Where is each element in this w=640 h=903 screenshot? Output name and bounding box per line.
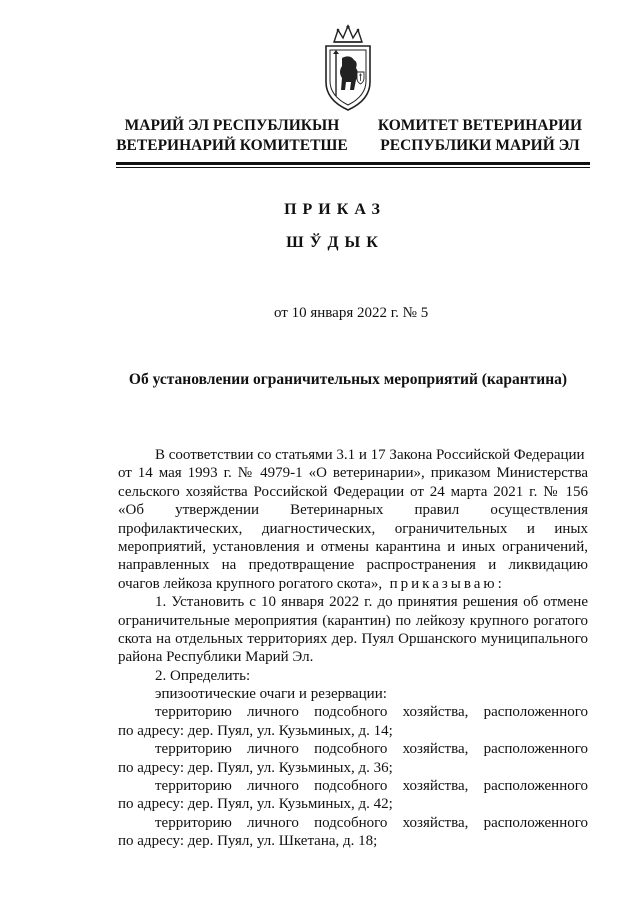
list-item-line: территорию личного подсобного хозяйства, расположенного xyxy=(155,814,588,831)
list-item-line: территорию личного подсобного хозяйства, расположенного xyxy=(155,778,588,795)
order-date-number: от 10 января 2022 г. № 5 xyxy=(274,305,429,321)
document-title-ru: ПРИКАЗ xyxy=(284,201,386,218)
list-item-line: территорию личного подсобного хозяйства, расположенного xyxy=(155,741,588,758)
list-item-line: по адресу: дер. Пуял, ул. Кузьминых, д. 36; xyxy=(118,759,393,776)
body-line xyxy=(118,575,588,593)
body-line: ограничительные мероприятия (карантин) по лейкозу крупного рогатого xyxy=(118,612,588,629)
order-body xyxy=(118,446,588,851)
header-right xyxy=(370,116,590,156)
header-right-line-2: РЕСПУБЛИКИ МАРИЙ ЭЛ xyxy=(380,137,580,154)
body-line: направленных на предотвращение распространения и ликвидацию xyxy=(118,557,588,574)
coat-of-arms-icon xyxy=(320,24,376,112)
header-divider-thick xyxy=(116,162,590,165)
body-line: от 14 мая 1993 г. № 4979-1 «О ветеринарии», приказом Министерства xyxy=(118,465,588,482)
header-divider-thin xyxy=(116,167,590,168)
body-line: профилактических, диагностических, ограничительных и иных xyxy=(118,520,588,537)
body-line: сельского хозяйства Российской Федерации от 24 марта 2021 г. № 156 xyxy=(118,483,588,500)
header-left-line-2: ВЕТЕРИНАРИЙ КОМИТЕТШЕ xyxy=(116,137,348,154)
order-subject: Об установлении ограничительных мероприятий (карантина) xyxy=(128,371,568,388)
body-line: В соответствии со статьями 3.1 и 17 Закона Российской Федерации xyxy=(155,447,585,463)
body-line: 2. Определить: xyxy=(155,667,251,684)
body-line: эпизоотические очаги и резервации: xyxy=(155,686,387,703)
list-item-line: по адресу: дер. Пуял, ул. Кузьминых, д. 14; xyxy=(118,722,393,739)
body-line: 1. Установить с 10 января 2022 г. до принятия решения об отмене xyxy=(155,594,588,611)
list-item-line: по адресу: дер. Пуял, ул. Кузьминых, д. 42; xyxy=(118,796,393,813)
header-right-line-1: КОМИТЕТ ВЕТЕРИНАРИИ xyxy=(377,117,583,134)
order-verb: приказываю: xyxy=(389,575,505,592)
header-left xyxy=(112,116,352,156)
document-title-mari: ШЎДЫК xyxy=(286,234,384,251)
list-item-line: по адресу: дер. Пуял, ул. Шкетана, д. 18; xyxy=(118,833,378,850)
list-item-line: территорию личного подсобного хозяйства, расположенного xyxy=(155,704,588,721)
body-line: «Об утверждении Ветеринарных правил осуществления xyxy=(118,502,588,519)
body-line: скота на отдельных территориях дер. Пуял Оршанского муниципального xyxy=(118,630,588,647)
body-line: мероприятий, установления и отмены карантина и иных ограничений, xyxy=(118,538,588,555)
body-text-prefix: очагов лейкоза крупного рогатого скота», xyxy=(118,575,383,592)
body-line: района Республики Марий Эл. xyxy=(118,649,314,666)
header-left-line-1: МАРИЙ ЭЛ РЕСПУБЛИКЫН xyxy=(124,117,340,134)
